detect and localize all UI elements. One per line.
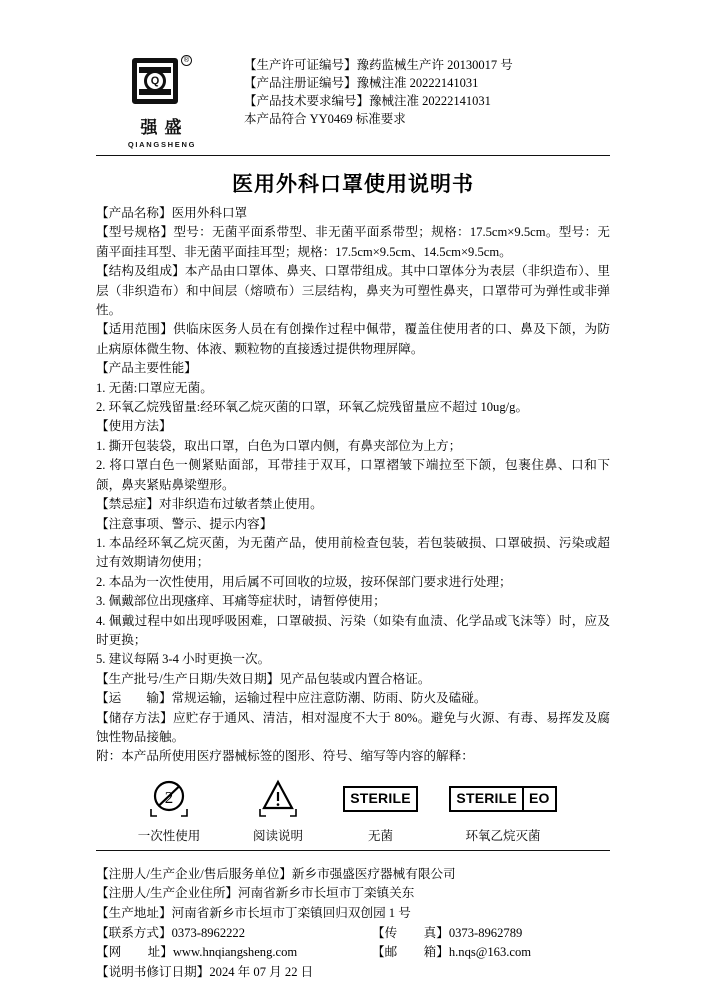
document-header [0,44,706,149]
section-usage-head: 【使用方法】 [96,419,172,434]
logo-letter: Q [144,70,166,92]
footer-revision-date: 【说明书修订日期】2024 年 07 月 22 日 [96,964,314,979]
section-symbols-intro: 附：本产品所使用医疗器械标签的图形、符号、缩写等内容的解释： [96,749,474,764]
performance-item-2: 2. 环氧乙烷残留量:经环氧乙烷灭菌的口罩，环氧乙烷残留量应不超过 10ug/g。 [96,400,529,415]
section-storage: 【储存方法】应贮存于通风、清洁，相对湿度不大于 80%。避免与火源、有毒、易挥发及腐蚀性物品接触。 [96,710,610,744]
footer-web-label-a: 【网 [96,945,122,960]
usage-item-1: 1. 撕开包装袋，取出口罩，白色为口罩内侧，有鼻夹部位为上方； [96,438,462,453]
document-body [0,204,706,767]
warning-item-1: 1. 本品经环氧乙烷灭菌，为无菌产品，使用前检查包装，若包装破损、口罩破损、污染或超过有效期请勿使用； [96,535,610,570]
license-line: 【生产许可证编号】豫药监械生产许 20130017 号 [244,58,513,72]
section-product-name: 【产品名称】医用外科口罩 [96,206,248,220]
symbol-legend [0,767,706,844]
logo-chinese-name: 强盛 [140,118,189,138]
symbol-label: 一次性使用 [137,827,201,843]
section-contraindication: 【禁忌症】对非织造布过敏者禁止使用。 [96,497,323,512]
eo-text: EO [522,788,555,810]
sterile-box [343,786,418,812]
footer-fax-label-b: 真】 [423,925,449,940]
footer-phone-label: 【联系方式】 [96,925,172,940]
usage-item-2: 2. 将口罩白色一侧紧贴面部，耳带挂于双耳，口罩褶皱下端拉至下颌，包裹住鼻、口和下颌，鼻夹紧贴鼻梁塑形。 [96,458,610,492]
document-footer [0,865,706,983]
footer-email [372,943,610,963]
header-divider [96,155,610,156]
logo-pinyin-name: QIANGSHENG [127,140,197,149]
sterile-text: STERILE [350,789,411,806]
logo-mark-wrapper [132,58,190,110]
footer-fax-label-a: 【传 [372,925,398,940]
footer-contact-row [96,924,610,944]
sterile-eo-box [449,786,556,812]
section-transport: 【运 输】常规运输，运输过程中应注意防潮、防雨、防火及磕碰。 [96,691,487,706]
footer-fax [372,924,610,944]
warning-item-4: 4. 佩戴过程中如出现呼吸困难，口罩破损、污染（如染有血渍、化学品或飞沫等）时，应及时更换； [96,613,610,647]
sterile-text: STERILE [456,789,517,806]
section-model-spec: 【型号规格】型号：无菌平面系带型、非无菌平面系带型；规格：17.5cm×9.5cm。型号：无菌平面挂耳型、非无菌平面挂耳型；规格：17.5cm×9.5cm、14.5cm×9.5cm。 [96,225,610,259]
footer-mail-value[interactable]: h.nqs@163.com [448,945,532,960]
svg-text:2: 2 [164,787,174,807]
section-warnings-head: 【注意事项、警示、提示内容】 [96,516,273,531]
symbol-item [228,777,328,844]
sterile-eo-icon [433,777,573,821]
company-logo [96,44,226,149]
symbol-label: 阅读说明 [252,827,303,843]
symbol-item [110,777,228,844]
footer-mail-label-a: 【邮 [372,945,398,960]
section-scope: 【适用范围】供临床医务人员在有创操作过程中佩带，覆盖住使用者的口、鼻及下颌，为防止病原体微生物、体液、颗粒物的直接透过提供物理屏障。 [96,322,610,356]
warning-item-5: 5. 建议每隔 3-4 小时更换一次。 [96,652,271,667]
performance-item-1: 1. 无菌:口罩应无菌。 [96,380,213,395]
symbol-item [433,777,573,844]
registered-trademark-icon: ® [181,55,192,66]
warning-item-2: 2. 本品为一次性使用，用后属不可回收的垃圾，按环保部门要求进行处理； [96,574,512,589]
footer-production-site: 【生产地址】河南省新乡市长垣市丁栾镇回归双创园 1 号 [96,905,411,920]
license-line: 【产品注册证编号】豫械注准 20222141031 [244,76,479,90]
footer-phone-value: 0373-8962222 [171,925,246,940]
license-line: 【产品技术要求编号】豫械注准 20222141031 [244,94,491,108]
section-performance-head: 【产品主要性能】 [96,361,197,376]
do-not-reuse-icon [110,777,228,821]
section-structure: 【结构及组成】本产品由口罩体、鼻夹、口罩带组成。其中口罩体分为表层（非织造布）、里层（非织造布）和中间层（熔喷布）三层结构，鼻夹为可塑性鼻夹，口罩带可为弹性或非弹性。 [96,264,610,318]
license-info-block [226,44,610,128]
footer-web-value[interactable]: www.hnqiangsheng.com [172,945,298,960]
footer-phone [96,924,372,944]
footer-web-label-b: 址】 [147,945,173,960]
consult-instructions-warning-icon [228,777,328,821]
footer-website [96,943,372,963]
symbol-label: 环氧乙烷灭菌 [465,827,541,843]
page-title: 医用外科口罩使用说明书 [232,172,474,196]
symbol-label: 无菌 [367,827,393,843]
warning-item-3: 3. 佩戴部位出现瘙痒、耳痛等症状时，请暂停使用； [96,594,386,609]
footer-manufacturer: 【注册人/生产企业/售后服务单位】新乡市强盛医疗器械有限公司 [96,866,456,881]
sterile-icon [328,777,433,821]
logo-square-icon [132,58,178,104]
license-line: 本产品符合 YY0469 标准要求 [244,112,406,126]
footer-web-row [96,943,610,963]
symbol-item [328,777,433,844]
footer-mail-label-b: 箱】 [423,945,449,960]
section-batch-dates: 【生产批号/生产日期/失效日期】见产品包装或内置合格证。 [96,671,431,686]
footer-divider [96,850,610,851]
footer-address: 【注册人/生产企业住所】河南省新乡市长垣市丁栾镇关东 [96,886,415,901]
footer-fax-value: 0373-8962789 [448,925,523,940]
